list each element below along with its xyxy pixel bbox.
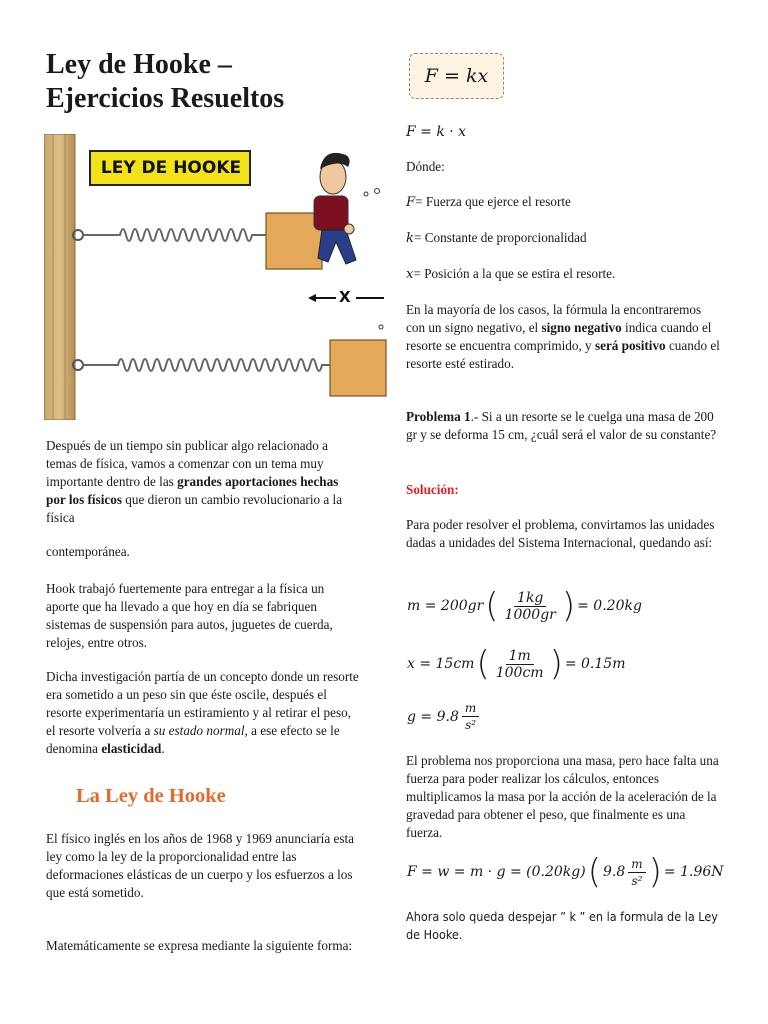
equation-mass: m = 200gr ( $\frac{1kg}{1000gr}$ ) = 0.20kg bbox=[407, 586, 642, 626]
intro-paragraph-end: contemporánea. bbox=[46, 544, 130, 559]
section-title: La Ley de Hooke bbox=[76, 785, 226, 807]
problem-paragraph: Problema 1.- Si a un resorte se le cuelga una masa de 200 gr y se deforma 15 cm, ¿cuál será el valor de su constante? bbox=[406, 409, 717, 442]
solution-label: Solución: bbox=[406, 482, 459, 497]
solution-paragraph: Para poder resolver el problema, convirtamos las unidades dadas a unidades del Sistema Internacional, quedando así: bbox=[406, 517, 715, 550]
title-line-2: Ejercicios Resueltos bbox=[46, 83, 285, 114]
sign-paragraph: En la mayoría de los casos, la fórmula la encontraremos con un signo negativo, el signo negativo indica cuando el resorte se encuentra comprimido, y será positivo cuando el resorte esté estirado. bbox=[406, 302, 720, 371]
box-bottom bbox=[330, 340, 386, 396]
definition-x: x= Posición a la que se estira el resorte. bbox=[406, 266, 616, 282]
title-line-1: Ley de Hooke – bbox=[46, 49, 232, 80]
sign-text: LEY DE HOOKE bbox=[100, 158, 242, 178]
donde-label: Dónde: bbox=[406, 159, 445, 174]
equation-force: F = w = m · g = (0.20kg) ( 9.8 $\frac{m}{\text{s²}}$ ) = 1.96N bbox=[407, 852, 724, 892]
equation-gravity: g = 9.8 $\frac{m}{\text{s²}}$ bbox=[406, 700, 481, 733]
law-paragraph: El físico inglés en los años de 1968 y 1969 anunciaría esta ley como la ley de la proporcionalidad entre las deformaciones elásticas de un cuerpo y los esfuerzos a los que está sometido. bbox=[46, 831, 355, 900]
equation-distance: x = 15cm ( $\frac{1m}{100cm}$ ) = 0.15m bbox=[407, 644, 626, 684]
intro-paragraph: Después de un tiempo sin publicar algo relacionado a temas de física, vamos a comenzar con un tema muy importante dentro de las grandes aportaciones hechas por los físicos que dieron un cambio revolucionario a la física bbox=[46, 438, 343, 525]
spring-top bbox=[82, 229, 266, 241]
last-paragraph: Ahora solo queda despejar ” k ” en la formula de la Ley de Hooke. bbox=[406, 909, 718, 942]
formula-inline: F = k · x bbox=[406, 124, 467, 140]
axis-label-x: X bbox=[339, 288, 351, 306]
spring-bottom bbox=[82, 359, 330, 371]
boxed-formula: F = kx bbox=[409, 53, 504, 99]
man-character bbox=[314, 153, 356, 264]
definition-f: F= Fuerza que ejerce el resorte bbox=[406, 194, 571, 210]
definition-k: k= Constante de proporcionalidad bbox=[406, 230, 587, 246]
elasticity-paragraph: Dicha investigación partía de un concepto donde un resorte era sometido a un peso sin que éste oscile, después el resorte experimentaría un estiramiento y al retirar el peso, el resorte volvería a su estado normal, a ese efecto se le denomina elasticidad. bbox=[46, 669, 359, 756]
wooden-post bbox=[44, 134, 75, 420]
force-paragraph: El problema nos proporciona una masa, pero hace falta una fuerza para poder realizar los cálculos, entonces multiplicamos la masa por la acción de la aceleración de la gravedad para obtener el peso, que finalmente es una fuerza. bbox=[406, 753, 719, 840]
hook-paragraph: Hook trabajó fuertemente para entregar a la física un aporte que ha llevado a que hoy en día se fabriquen sistemas de suspensión para autos, juguetes de cuerda, relojes, entre otros. bbox=[46, 581, 333, 650]
math-paragraph: Matemáticamente se expresa mediante la siguiente forma: bbox=[46, 938, 353, 953]
page-title bbox=[46, 48, 366, 116]
